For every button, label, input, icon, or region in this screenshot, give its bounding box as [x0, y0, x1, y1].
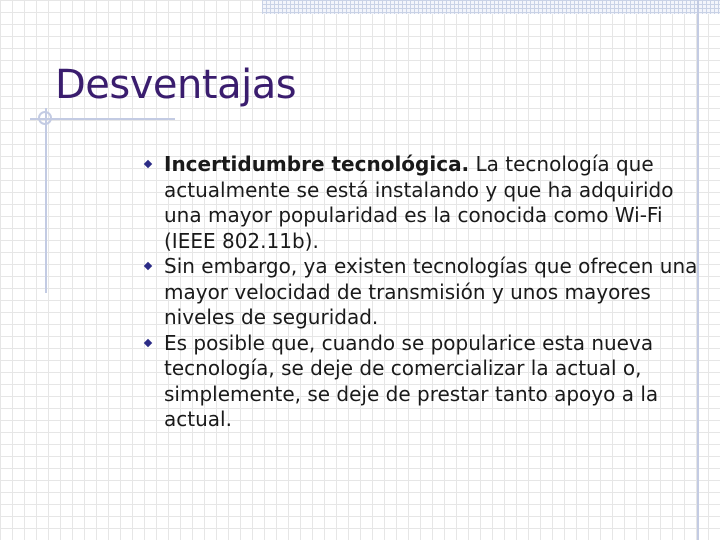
- slide-title: Desventajas: [55, 62, 297, 108]
- bullet-item: [142, 254, 702, 331]
- accent-circle-icon: [38, 111, 52, 125]
- bullet-text: Sin embargo, ya existen tecnologías que ofrecen una mayor velocidad de transmisión y unos mayores niveles de seguridad.: [164, 254, 698, 329]
- diamond-bullet-icon: [144, 262, 152, 270]
- bullet-item: [142, 152, 702, 254]
- bullet-bold-text: Incertidumbre tecnológica.: [164, 152, 470, 176]
- diamond-bullet-icon: [144, 160, 152, 168]
- bullet-item: [142, 331, 702, 433]
- left-accent-line: [45, 108, 47, 293]
- bullet-list: [142, 152, 702, 433]
- bullet-text: La tecnología que actualmente se está instalando y que ha adquirido una mayor popularidad es la conocida como Wi-Fi (IEEE 802.11b).: [164, 152, 674, 253]
- diamond-bullet-icon: [144, 338, 152, 346]
- top-grid-band: [262, 0, 720, 14]
- bullet-text: Es posible que, cuando se popularice esta nueva tecnología, se deje de comercializar la actual o, simplemente, se deje de prestar tanto apoyo a la actual.: [164, 330, 659, 431]
